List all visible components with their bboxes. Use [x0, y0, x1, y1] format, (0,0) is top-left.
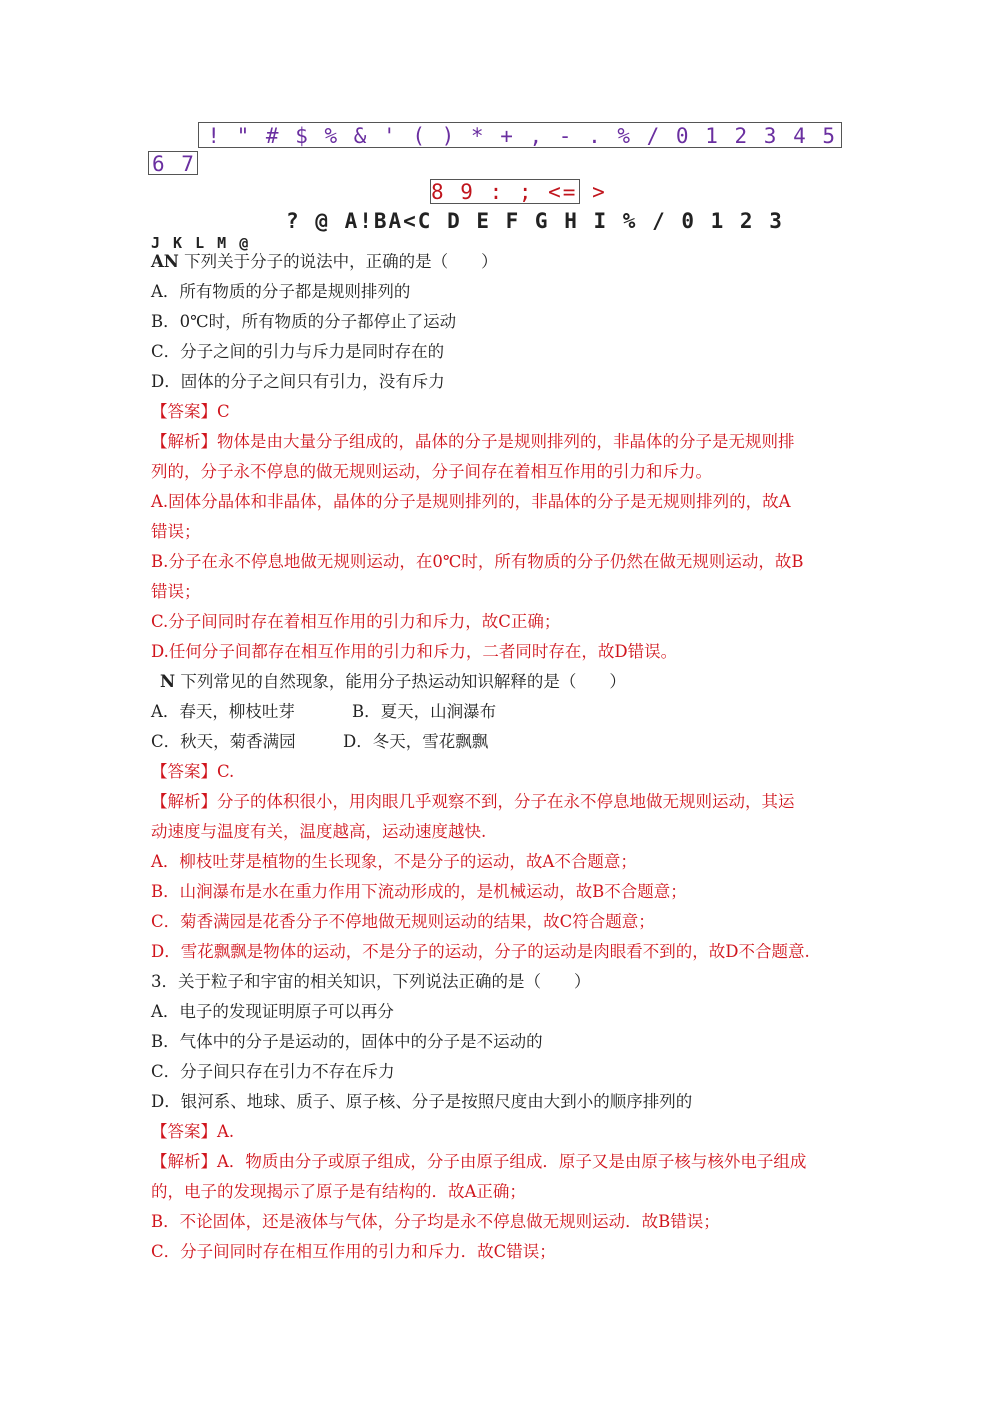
- q2-option-c: C．秋天，菊香满园: [151, 732, 296, 751]
- q2-option-a: A．春天，柳枝吐芽: [151, 702, 295, 721]
- q1-analysis-line: 【解析】物体是由大量分子组成的，晶体的分子是规则排列的，非晶体的分子是无规则排: [151, 432, 795, 451]
- q3-option-c: C．分子间只存在引力不存在斥力: [151, 1062, 395, 1081]
- q1-option-c: C．分子之间的引力与斥力是同时存在的: [151, 342, 445, 361]
- q1-answer: 【答案】C: [151, 402, 230, 421]
- header-subtitle: 8 9 : ; <= >: [431, 180, 607, 204]
- q1-stem: [151, 247, 498, 277]
- q1-analysis-line: C.分子间同时存在着相互作用的引力和斥力，故C正确；: [151, 612, 561, 631]
- q1-analysis-line: 错误；: [151, 522, 201, 541]
- q1-analysis-line: A.固体分晶体和非晶体，晶体的分子是规则排列的，非晶体的分子是无规则排列的，故A: [151, 492, 791, 511]
- q3-option-b: B．气体中的分子是运动的，固体中的分子是不运动的: [151, 1032, 543, 1051]
- q2-stem-text: 下列常见的自然现象，能用分子热运动知识解释的是（ ）: [175, 672, 626, 691]
- q3-analysis-line: B．不论固体，还是液体与气体，分子均是永不停息做无规则运动．故B错误；: [151, 1212, 720, 1231]
- q2-option-b: B．夏天，山涧瀑布: [352, 702, 497, 721]
- section-title: [286, 208, 784, 234]
- q1-option-b: B．0℃时，所有物质的分子都停止了运动: [151, 312, 457, 331]
- q2-option-d: D．冬天，雪花飘飘: [343, 732, 489, 751]
- header-title-line1: ! " # $ % & ' ( ) * + , - . % / 0 1 2 3 4 5: [207, 124, 837, 148]
- q1-analysis-line: 列的，分子永不停息的做无规则运动，分子间存在着相互作用的引力和斥力。: [151, 462, 712, 481]
- q2-analysis-line: A．柳枝吐芽是植物的生长现象，不是分子的运动，故A不合题意；: [151, 852, 637, 871]
- q1-analysis-line: 错误；: [151, 582, 201, 601]
- q3-option-a: A．电子的发现证明原子可以再分: [151, 1002, 394, 1021]
- q3-analysis-line: 【解析】A．物质由分子或原子组成，分子由原子组成．原子又是由原子核与核外电子组成: [151, 1152, 807, 1171]
- q1-option-a: A．所有物质的分子都是规则排列的: [151, 282, 411, 301]
- q2-analysis-line: B．山涧瀑布是水在重力作用下流动形成的，是机械运动，故B不合题意；: [151, 882, 687, 901]
- q3-stem: 3．关于粒子和宇宙的相关知识，下列说法正确的是（ ）: [151, 972, 591, 991]
- q2-number: N: [160, 672, 176, 691]
- q2-analysis-line: C．菊香满园是花香分子不停地做无规则运动的结果，故C符合题意；: [151, 912, 655, 931]
- header-subtitle-box: [430, 179, 607, 204]
- q3-option-d: D．银河系、地球、质子、原子核、分子是按照尺度由大到小的顺序排列的: [151, 1092, 693, 1111]
- q3-answer: 【答案】A.: [151, 1122, 235, 1141]
- q1-option-d: D．固体的分子之间只有引力，没有斥力: [151, 372, 445, 391]
- q1-analysis-line: B.分子在永不停息地做无规则运动，在0℃时，所有物质的分子仍然在做无规则运动，故B: [151, 552, 804, 571]
- q2-stem: [160, 667, 626, 697]
- q1-stem-text: 下列关于分子的说法中，正确的是（ ）: [178, 252, 498, 271]
- section-label-text: J K L M @: [151, 234, 251, 252]
- header-title-continuation-box: [148, 151, 198, 175]
- q2-analysis-line: 【解析】分子的体积很小，用肉眼几乎观察不到，分子在永不停息地做无规则运动，其运: [151, 792, 795, 811]
- q2-answer: 【答案】C.: [151, 762, 235, 781]
- q3-analysis-line: C．分子间同时存在相互作用的引力和斥力．故C错误；: [151, 1242, 556, 1261]
- section-title-text: ? @ A!BA<C D E F G H I % / 0 1 2 3: [286, 209, 784, 233]
- q1-analysis-line: D.任何分子间都存在相互作用的引力和斥力，二者同时存在，故D错误。: [151, 642, 678, 661]
- q2-analysis-line: 动速度与温度有关，温度越高，运动速度越快.: [151, 822, 487, 841]
- header-title-box: [198, 122, 842, 148]
- q1-number: AN: [151, 252, 179, 271]
- header-title-line2: 6 7: [152, 152, 196, 176]
- q2-analysis-line: D．雪花飘飘是物体的运动，不是分子的运动，分子的运动是肉眼看不到的，故D不合题意.: [151, 942, 810, 961]
- q3-analysis-line: 的，电子的发现揭示了原子是有结构的．故A正确；: [151, 1182, 526, 1201]
